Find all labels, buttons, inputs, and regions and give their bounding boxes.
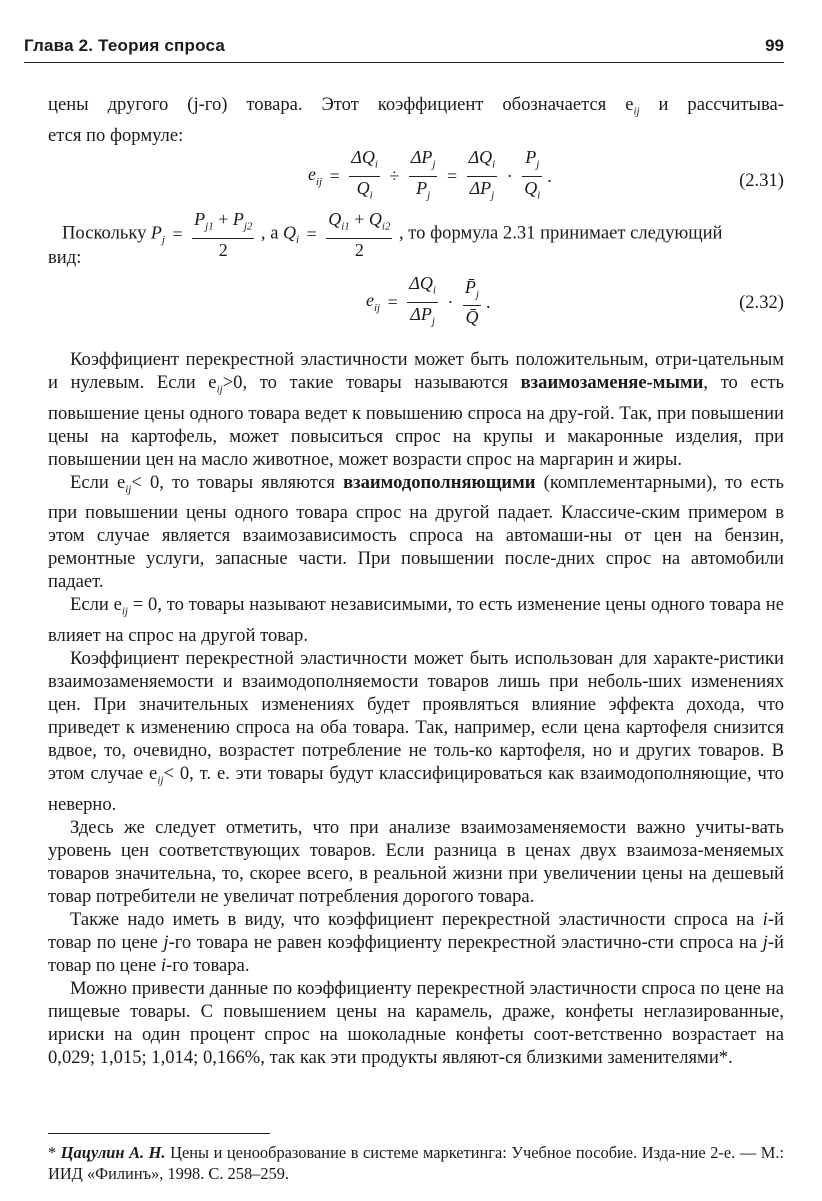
paragraph-asymmetry: Также надо иметь в виду, что коэффициент перекрестной эластичности спроса на i-й товар по цене j-го товара не равен коэффициенту перекрестной эластично-сти спроса на j-й товар по цене i-го товара. bbox=[48, 908, 784, 976]
footnote-divider bbox=[48, 1133, 270, 1134]
equation-number-2-32: (2.32) bbox=[739, 292, 784, 313]
body-text bbox=[48, 348, 784, 1069]
equation-number-2-31: (2.31) bbox=[739, 170, 784, 191]
footnote: * Цацулин А. Н. Цены и ценообразование в системе маркетинга: Учебное пособие. Изда-ние 2-е. — М.: ИИД «Филинъ», 1998. С. 258–259. bbox=[48, 1143, 785, 1183]
paragraph-complements: Если $e_{ij}< 0$, то товары являются взаимодополняющими (комплементарными), то есть при повышении цены одного товара спрос на другой падает. Классиче-ским примером в этом случае является взаимозависимость спроса на автомаши-ны от цен на бензин, ремонтные услуги, запасные части. При повышении после-дних спрос на автомобили падает. bbox=[48, 471, 784, 593]
paragraph-price-levels: Здесь же следует отметить, что при анализе взаимозаменяемости важно учиты-вать уровень цен соответствующих товаров. Если разница в ценах двух взаимоза-меняемых товаров значительна, то, скорее всего, в реальной жизни при увеличении цены на дешевый товар потребители не увеличат потребления дорогого товара. bbox=[48, 816, 784, 907]
paragraph-substitutes: Коэффициент перекрестной эластичности может быть положительным, отри-цательным и нулевым. Если $e_{ij}>0$, то такие товары называются взаимозаменяе-мыми, то есть повышение цены одного товара ведет к повышению спроса на дру-гой. Так, при повышении цены на картофель, может повыситься спрос на крупы и макаронные изделия, при повышении цен на масло животное, может возрасти спрос на маргарин и жиры. bbox=[48, 349, 785, 470]
since-line: Поскольку $P_j$ = $\frac{P_{j1} + P_{j2}}{2}$ , а $Q_i$ = $\frac{Q_{i1} + Q_{i2}}{2}$ , то формула 2.31 принимает следующий bbox=[62, 209, 723, 260]
since-line-2: вид: bbox=[48, 247, 82, 268]
chapter-title: Глава 2. Теория спроса bbox=[24, 36, 225, 55]
formula-2-31: $e_{ij}$ = $\frac{\Delta Q_i}{Q_i}$ ÷ $\frac{\Delta P_j}{P_j}$ = $\frac{\Delta Q_i}{\Delta P_j}$ · $\frac{P_j}{Q_i}$ . bbox=[308, 147, 552, 202]
formula-2-32: $e_{ij}$ = $\frac{\Delta Q_i}{\Delta P_j}$ · $\frac{P̄_j}{Q̄}$ . bbox=[366, 273, 491, 328]
page-number: 99 bbox=[765, 36, 784, 55]
paragraph-independent: Если $e_{ij} = 0$, то товары называют независимыми, то есть изменение цены одного товара не влияет на спрос на другой товар. bbox=[48, 594, 784, 647]
running-header bbox=[24, 32, 784, 63]
intro-text: цены другого (j-го) товара. Этот коэффициент обозначается $e_{ij}$ и рассчитыва- ется по формуле: bbox=[48, 94, 784, 146]
paragraph-food-data: Можно привести данные по коэффициенту перекрестной эластичности спроса по цене на пищевые товары. С повышением цены на карамель, драже, конфеты неглазированные, ириски на один процент спрос на шоколадные конфеты соот-ветственно возрастает на 0,029; 1,015; 1,014; 0,166%, так как эти продукты являют-ся близкими заменителями*. bbox=[48, 977, 784, 1068]
paragraph-limitations: Коэффициент перекрестной эластичности может быть использован для характе-ристики взаимозаменяемости и взаимодополняемости товаров лишь при неболь-ших изменениях цен. При значительных изменениях будет проявляться влияние эффекта дохода, что приведет к изменению спроса на оба товара. Так, например, если цена картофеля снизится вдвое, то, очевидно, возрастет потребление не толь-ко картофеля, но и других товаров. В этом случае $e_{ij}< 0$, т. е. эти товары будут классифицироваться как взаимодополняющие, что неверно. bbox=[48, 648, 784, 815]
